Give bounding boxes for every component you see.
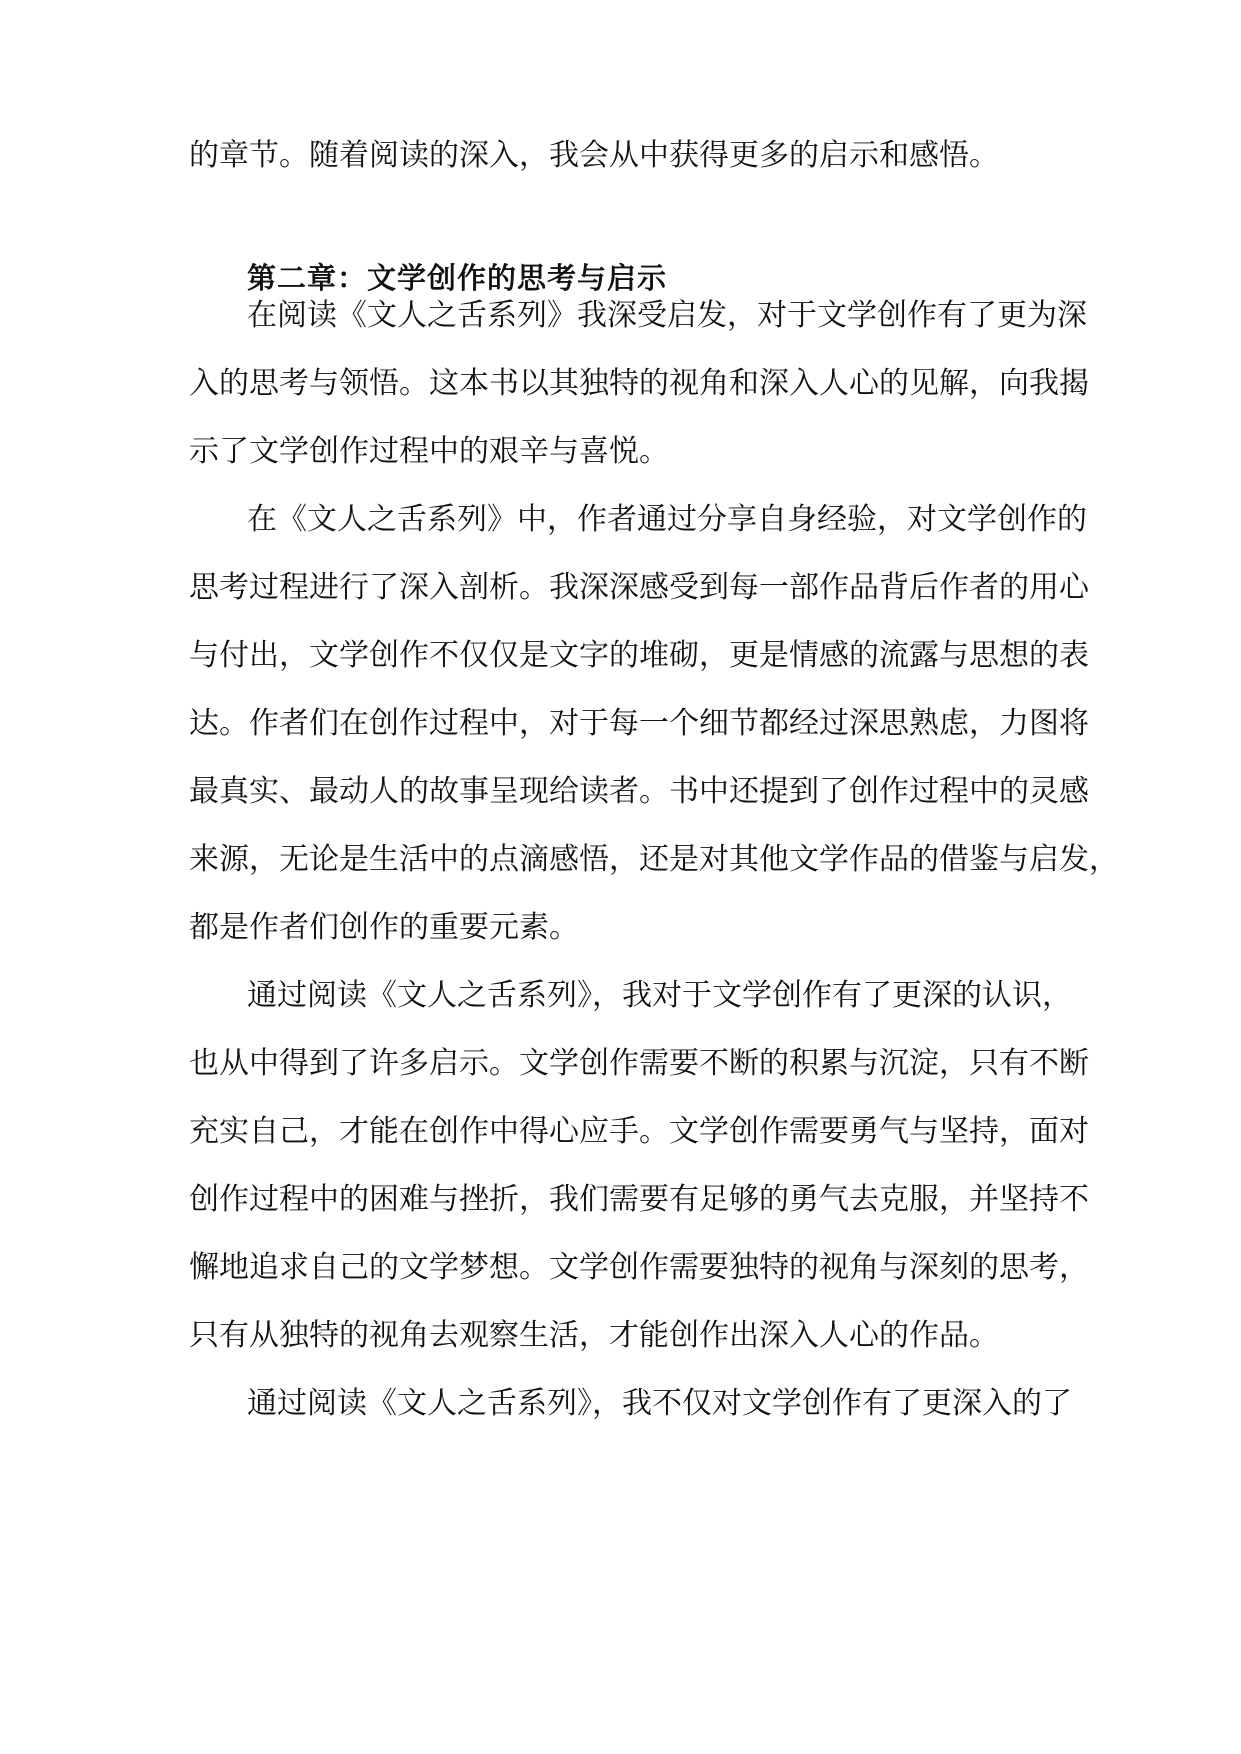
chapter-heading: 第二章：文学创作的思考与启示: [247, 261, 668, 295]
paragraph-line: 在阅读《文人之舌系列》我深受启发，对于文学创作有了更为深: [247, 298, 1087, 333]
paragraph-line: 最真实、最动人的故事呈现给读者。书中还提到了创作过程中的灵感: [189, 774, 1089, 809]
paragraph-line: 达。作者们在创作过程中，对于每一个细节都经过深思熟虑，力图将: [189, 706, 1089, 741]
paragraph-line: 也从中得到了许多启示。文学创作需要不断的积累与沉淀，只有不断: [189, 1046, 1089, 1081]
paragraph-line: 与付出，文学创作不仅仅是文字的堆砌，更是情感的流露与思想的表: [189, 638, 1089, 673]
paragraph-line: 通过阅读《文人之舌系列》，我不仅对文学创作有了更深入的了: [247, 1386, 1072, 1421]
paragraph-line: 创作过程中的困难与挫折，我们需要有足够的勇气去克服，并坚持不: [189, 1182, 1089, 1217]
paragraph-line: 充实自己，才能在创作中得心应手。文学创作需要勇气与坚持，面对: [189, 1114, 1089, 1149]
paragraph-line: 都是作者们创作的重要元素。: [189, 910, 579, 945]
paragraph-line: 示了文学创作过程中的艰辛与喜悦。: [189, 434, 669, 469]
paragraph-line: 入的思考与领悟。这本书以其独特的视角和深入人心的见解，向我揭: [189, 366, 1089, 401]
paragraph-line: 懈地追求自己的文学梦想。文学创作需要独特的视角与深刻的思考，: [189, 1250, 1089, 1285]
paragraph-line: 通过阅读《文人之舌系列》，我对于文学创作有了更深的认识，: [247, 978, 1072, 1013]
paragraph-line: 在《文人之舌系列》中，作者通过分享自身经验，对文学创作的: [247, 502, 1087, 537]
paragraph-line: 的章节。随着阅读的深入，我会从中获得更多的启示和感悟。: [189, 138, 999, 173]
paragraph-line: 只有从独特的视角去观察生活，才能创作出深入人心的作品。: [189, 1318, 999, 1353]
paragraph-line: 思考过程进行了深入剖析。我深深感受到每一部作品背后作者的用心: [189, 570, 1089, 605]
paragraph-line: 来源，无论是生活中的点滴感悟，还是对其他文学作品的借鉴与启发，: [189, 842, 1119, 877]
